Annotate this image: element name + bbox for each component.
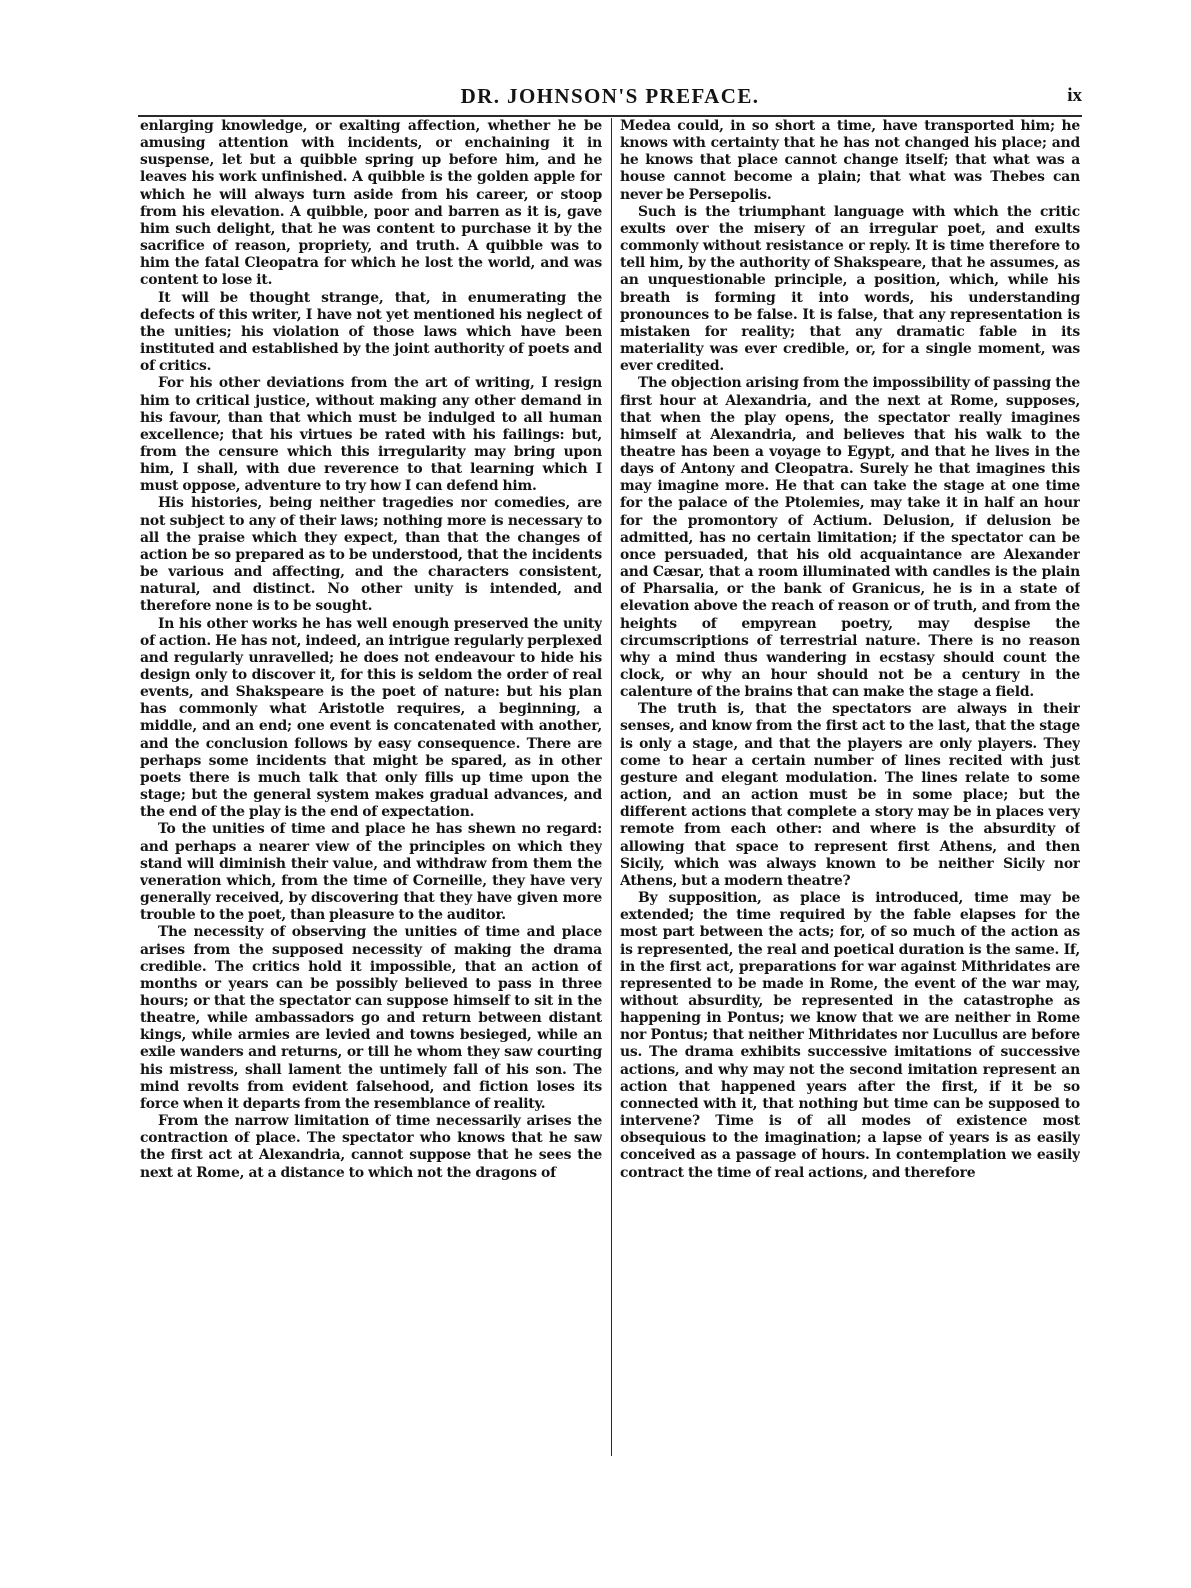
paragraph: The truth is, that the spectators are always in their senses, and know from the first act to the last, that the stage is only a stage, and that the players are only players. They come to hear a certain number of lines recited with just gesture and elegant modulation. The lines relate to some action, and an action must be in some place; but the different actions that complete a story may be in places very remote from each other: and where is the absurdity of allowing that space to represent first Athens, and then Sicily, which was always known to be neither Sicily nor Athens, but a modern theatre? <box>620 701 1080 889</box>
paragraph: The necessity of observing the unities of time and place arises from the supposed necessity of making the drama credible. The critics hold it impossible, that an action of months or years can be possibly believed to pass in three hours; or that the spectator can suppose himself to sit in the theatre, while ambassadors go and return between distant kings, while armies are levied and towns besieged, while an exile wanders and returns, or till he whom they saw courting his mistress, shall lament the untimely fall of his son. The mind revolts from evident falsehood, and fiction loses its force when it departs from the resemblance of reality. <box>140 924 602 1112</box>
right-column <box>620 118 1080 1458</box>
paragraph: For his other deviations from the art of writing, I resign him to critical justice, without making any other demand in his favour, than that which must be indulged to all human excellence; that his virtues be rated with his failings: but, from the censure which this irregularity may bring upon him, I shall, with due reverence to that learning which I must oppose, adventure to try how I can defend him. <box>140 375 602 495</box>
paragraph: His histories, being neither tragedies nor comedies, are not subject to any of their laws; nothing more is necessary to all the praise which they expect, than that the changes of action be so prepared as to be understood, that the incidents be various and affecting, and the characters consistent, natural, and distinct. No other unity is intended, and therefore none is to be sought. <box>140 495 602 615</box>
paragraph: Medea could, in so short a time, have transported him; he knows with certainty that he has not changed his place; and he knows that place cannot change itself; that what was a house cannot become a plain; that what was Thebes can never be Persepolis. <box>620 118 1080 203</box>
paragraph: Such is the triumphant language with which the critic exults over the misery of an irregular poet, and exults commonly without resistance or reply. It is time therefore to tell him, by the authority of Shakspeare, that he assumes, as an unquestionable principle, a position, which, while his breath is forming it into words, his understanding pronounces to be false. It is false, that any representation is mistaken for reality; that any dramatic fable in its materiality was ever credible, or, for a single moment, was ever credited. <box>620 203 1080 375</box>
paragraph: From the narrow limitation of time necessarily arises the contraction of place. The spectator who knows that he saw the first act at Alexandria, cannot suppose that he sees the next at Rome, at a distance to which not the dragons of <box>140 1113 602 1181</box>
paragraph: The objection arising from the impossibility of passing the first hour at Alexandria, and the next at Rome, supposes, that when the play opens, the spectator really imagines himself at Alexandria, and believes that his walk to the theatre has been a voyage to Egypt, and that he lives in the days of Antony and Cleopatra. Surely he that imagines this may imagine more. He that can take the stage at one time for the palace of the Ptolemies, may take it in half an hour for the promontory of Actium. Delusion, if delusion be admitted, has no certain limitation; if the spectator can be once persuaded, that his old acquaintance are Alexander and Cæsar, that a room illuminated with candles is the plain of Pharsalia, or the bank of Granicus, he is in a state of elevation above the reach of reason or of truth, and from the heights of empyrean poetry, may despise the circumscriptions of terrestrial nature. There is no reason why a mind thus wandering in ecstasy should count the clock, or why an hour should not be a century in the calenture of the brains that can make the stage a field. <box>620 375 1080 701</box>
running-header <box>138 84 1082 114</box>
column-divider <box>611 118 612 1456</box>
paragraph: To the unities of time and place he has shewn no regard: and perhaps a nearer view of the principles on which they stand will diminish their value, and withdraw from them the veneration which, from the time of Corneille, they have very generally received, by discovering that they have given more trouble to the poet, than pleasure to the auditor. <box>140 821 602 924</box>
running-title: DR. JOHNSON'S PREFACE. <box>460 84 760 108</box>
paragraph: It will be thought strange, that, in enumerating the defects of this writer, I have not yet mentioned his neglect of the unities; his violation of those laws which have been instituted and established by the joint authority of poets and of critics. <box>140 289 602 375</box>
header-rule <box>138 115 1082 117</box>
paragraph: enlarging knowledge, or exalting affection, whether he be amusing attention with incidents, or enchaining it in suspense, let but a quibble spring up before him, and he leaves his work unfinished. A quibble is the golden apple for which he will always turn aside from his career, or stoop from his elevation. A quibble, poor and barren as it is, gave him such delight, that he was content to purchase it by the sacrifice of reason, propriety, and truth. A quibble was to him the fatal Cleopatra for which he lost the world, and was content to lose it. <box>140 118 602 289</box>
paragraph: In his other works he has well enough preserved the unity of action. He has not, indeed, an intrigue regularly perplexed and regularly unravelled; he does not endeavour to hide his design only to discover it, for this is seldom the order of real events, and Shakspeare is the poet of nature: but his plan has commonly what Aristotle requires, a beginning, a middle, and an end; one event is concatenated with another, and the conclusion follows by easy consequence. There are perhaps some incidents that might be spared, as in other poets there is much talk that only fills up time upon the stage; but the general system makes gradual advances, and the end of the play is the end of expectation. <box>140 615 602 821</box>
paragraph: By supposition, as place is introduced, time may be extended; the time required by the fable elapses for the most part between the acts; for, of so much of the action as is represented, the real and poetical duration is the same. If, in the first act, preparations for war against Mithridates are represented to be made in Rome, the event of the war may, without absurdity, be represented in the catastrophe as happening in Pontus; we know that we are neither in Rome nor Pontus; that neither Mithridates nor Lucullus are before us. The drama exhibits successive imitations of successive actions, and why may not the second imitation represent an action that happened years after the first, if it be so connected with it, that nothing but time can be supposed to intervene? Time is of all modes of existence most obsequious to the imagination; a lapse of years is as easily conceived as a passage of hours. In contemplation we easily contract the time of real actions, and therefore <box>620 890 1080 1181</box>
left-column <box>140 118 602 1458</box>
page-number: ix <box>1067 85 1082 106</box>
